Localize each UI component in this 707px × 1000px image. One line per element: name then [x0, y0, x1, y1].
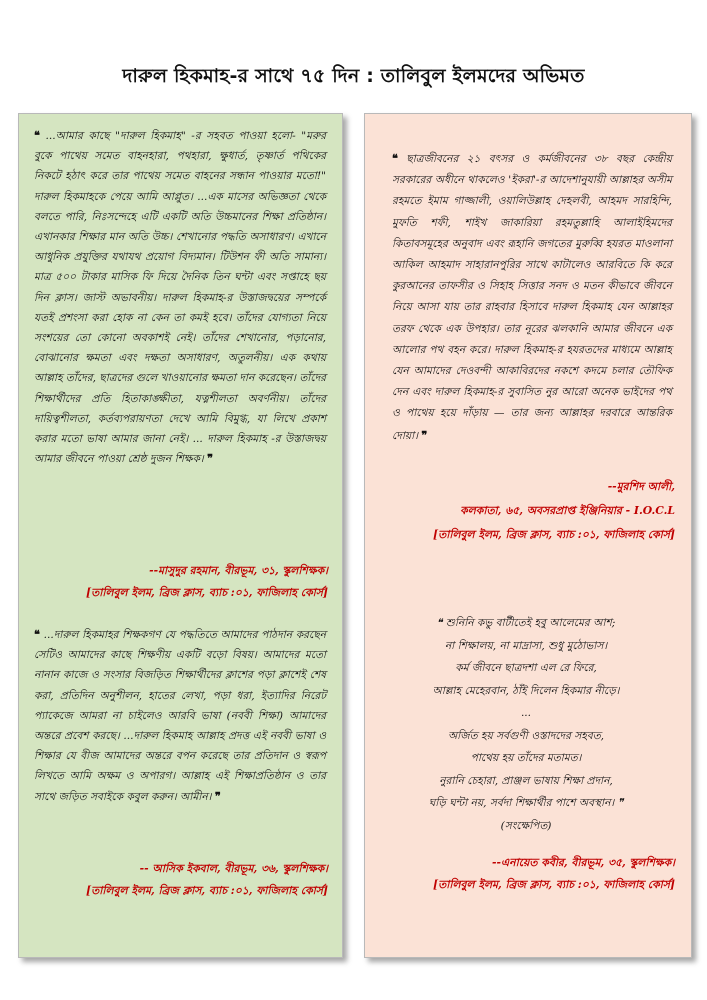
right-testimonial-2-author: --এনায়েত কবীর, বীরভূম, ৩৫, স্কুলশিক্ষক।	[491, 856, 675, 869]
quote-close-icon: ❞	[421, 428, 428, 442]
poem-line-text: আল্লাহ মেহেরবান, ঠাঁই দিলেন হিকমার নীড়ে।	[432, 684, 620, 697]
right-testimonial-1-author: --মুরশিদ আলী,	[607, 480, 675, 493]
poem-line-text: (সংক্ষেপিত)	[500, 819, 552, 832]
left-testimonial-2-author: -- আসিক ইকবাল, বীরভূম, ৩৬, স্কুলশিক্ষক।	[139, 862, 328, 875]
quote-close-icon: ❞	[617, 797, 624, 809]
poem-line	[380, 657, 672, 680]
right-testimonial-2-poem	[380, 612, 672, 837]
right-testimonial-1-location: কলকাতা, ৬৫, অবসরপ্রাপ্ত ইঞ্জিনিয়ার - I.O.C.L	[460, 504, 675, 517]
quote-open-icon: ❝	[436, 617, 443, 629]
quote-open-icon: ❝	[392, 152, 398, 165]
right-testimonial-1-course: [তালিবুল ইলম, ব্রিজ ক্লাস, ব্যাচ :০১, ফাজিলাহ কোর্স]	[433, 528, 675, 541]
left-testimonial-1-body: ...আমার কাছে "দারুল হিকমাহ" -র সহবত পাওয়া হলো- "মরুর বুকে পাথেয় সমেত বাহনহারা, পথহারা, ক্ষুধার্ত, তৃষ্ণার্ত পথিকের নিকটে হঠাৎ করে তার পাথেয় সমেত বাহনের সন্ধান পাওয়ার মতো!" দারুল হিকমাহকে পেয়ে আমি আপ্লুত। ...এক মাসের অভিজ্ঞতা থেকে বলতে পারি, নিঃসন্দেহে এটি একটি অতি উচ্চমানের শিক্ষা প্রতিষ্ঠান। এখানকার শিক্ষার মান অতি উচ্চ। শেখানোর পদ্ধতি অসাধারণ। এখানে আধুনিক প্রযুক্তির যথাযথ প্রয়োগ বিদ্যমান। টিউশন ফী অতি সামান্য। মাত্র ৫০০ টাকার মাসিক ফি দিয়ে দৈনিক তিন ঘন্টা এবং সপ্তাহে ছয় দিন ক্লাস। জাস্ট অভাবনীয়। দারুল হিকমাহ-র উস্তাজদ্বয়ের সম্পর্কে যতই প্রশংসা করা হোক না কেন তা কমই হবে। তাঁদের যোগ্যতা নিয়ে সংশয়ের তো কোনো অবকাশই নেই। তাঁদের শেখানোর, পড়ানোর, বোঝানোর ক্ষমতা এবং দক্ষতা অসাধারণ, অতুলনীয়। এক কথায় আল্লাহ তাঁদের, ছাত্রদের গুলে খাওয়ানোর ক্ষমতা দান করেছেন। তাঁদের শিক্ষার্থীদের প্রতি হিতাকাঙ্ক্ষীতা, যত্নশীলতা অবর্ণনীয়। তাঁদের দায়িত্বশীলতা, কর্তব্যপরায়ণতা দেখে আমি বিমুগ্ধ, যা লিখে প্রকাশ করার মতো ভাষা আমার জানা নেই। ... দারুল হিকমাহ -র উস্তাজদ্বয় আমার জীবনে পাওয়া শ্রেষ্ঠ দুজন শিক্ষক।	[34, 130, 326, 466]
left-testimonial-1-attribution	[30, 560, 328, 604]
poem-line	[380, 680, 672, 703]
poem-line	[380, 747, 672, 770]
poem-line-text: না শিক্ষালয়, না মাদ্রাসা, শুধু মুঠোভাস।	[444, 639, 608, 652]
right-testimonial-1-text	[392, 148, 672, 447]
poem-line-text: ...	[520, 707, 532, 719]
right-testimonial-2-course: [তালিবুল ইলম, ব্রিজ ক্লাস, ব্যাচ :০১, ফাজিলাহ কোর্স]	[433, 878, 675, 891]
poem-line-text: শুনিনি কভু বাটীতেই হবু আলেমের আশ;	[445, 617, 616, 629]
quote-open-icon: ❝	[34, 628, 40, 641]
left-testimonial-2-course: [তালিবুল ইলম, ব্রিজ ক্লাস, ব্যাচ :০১, ফাজিলাহ কোর্স]	[86, 884, 328, 897]
left-testimonial-1-author: --মাসুদুর রহমান, বীরভূম, ৩১, স্কুলশিক্ষক।	[149, 564, 328, 577]
quote-close-icon: ❞	[207, 452, 213, 466]
left-testimonial-1-text	[34, 126, 326, 469]
page-title: দারুল হিকমাহ-র সাথে ৭৫ দিন : তালিবুল ইলমদের অভিমত	[122, 65, 585, 87]
poem-line	[380, 792, 672, 815]
poem-line-text: কর্ম জীবনে ছাত্রদশা এল রে ফিরে,	[455, 662, 597, 674]
poem-line	[380, 815, 672, 838]
poem-line-text: ঘড়ি ঘন্টা নয়, সর্বদা শিক্ষার্থীর পাশে অবস্থান।	[428, 797, 615, 809]
poem-line-text: নুরানি চেহারা, প্রাঞ্জল ভাষায় শিক্ষা প্রদান,	[439, 774, 613, 787]
quote-close-icon: ❞	[214, 789, 221, 803]
right-testimonial-1-attribution	[380, 475, 675, 547]
left-testimonial-2-body: ...দারুল হিকমাহর শিক্ষকগণ যে পদ্ধতিতে আমাদের পাঠদান করছেন সেটিও আমাদের কাছে শিক্ষণীয় একটি বড়ো বিষয়। আমাদের মতো নানান কাজে ও সংসার বিজড়িত শিক্ষার্থীদের ক্লাশের পড়া ক্লাশেই শেষ করা, প্রতিদিন অনুশীলন, হাতের লেখা, পড়া ধরা, ইত্যাদির নিরেট প্যাকেজে আমরা না চাইলেও আরবি ভাষা (নববী শিক্ষা) আমাদের অন্তরে প্রবেশ করছে। ...দারুল হিকমাহ আল্লাহ প্রদত্ত এই নববী ভাষা ও শিক্ষার যে বীজ আমাদের অন্তরে বপন করেছে তার প্রতিদান ও স্বরূপ লিখতে আমি অক্ষম ও অপারগ। আল্লাহ এই শিক্ষাপ্রতিষ্ঠান ও তার সাথে জড়িত সবাইকে কবুল করুন। আমীন।	[34, 629, 326, 803]
poem-line	[380, 635, 672, 658]
right-testimonial-2-attribution	[380, 852, 675, 896]
poem-line	[380, 702, 672, 725]
right-testimonial-1-body: ছাত্রজীবনের ২১ বৎসর ও কর্মজীবনের ৩৮ বছর কেন্দ্রীয় সরকারের অধীনে থাকলেও 'ইকরা'-র আদেশানুযায়ী আল্লাহর অসীম রহমতে ইমাম গাজ্জালী, ওয়ালিউল্লাহ দেহলবী, আহমদ সারহিন্দি, মুফতি শফী, শাইখ জাকারিয়া রহমতুল্লাহি আলাইহিমদের কিতাবসমূহের অনুবাদ এবং রূহানি জগতের মুরুব্বি হযরত মাওলানা আকিল আহমাদ সাহারানপুরির সাথে কাটালেও আরবিতে কি করে কুরআনের তাফসীর ও সিহাহ সিত্তার সনদ ও মতন কীভাবে জীবনে নিয়ে আসা যায় তার রাহবার হিসাবে দারুল হিকমাহ যেন আল্লাহর তরফ থেকে এক উপহার। তার নূরের ঝলকানি আমার জীবনে এক আলোর পথ বহন করে। দারুল হিকমাহ-র হযরতদের মাধ্যমে আল্লাহ যেন আমাদের দেওবন্দী আকাবিরদের নকশে কদমে চলার তৌফিক দেন এবং দারুল হিকমাহ-র সুবাসিত নুর আরো অনেক ভাইদের পথ ও পাথেয় হয়ে দাঁড়ায় — তার জন্য আল্লাহর দরবারে আন্তরিক দোয়া।	[392, 153, 672, 442]
poem-line-text: পাথেয় হয় তাঁদের মতামত।	[470, 752, 582, 764]
poem-line	[380, 725, 672, 748]
quote-open-icon: ❝	[34, 129, 40, 142]
left-testimonial-1-course: [তালিবুল ইলম, ব্রিজ ক্লাস, ব্যাচ :০১, ফাজিলাহ কোর্স]	[86, 586, 328, 599]
left-testimonial-2-attribution	[30, 858, 328, 902]
poem-line	[380, 770, 672, 793]
poem-line	[380, 612, 672, 635]
left-testimonial-2-text	[34, 625, 326, 807]
poem-line-text: অর্জিত হয় সর্বগুণী ওস্তাদদের সহবত,	[447, 729, 605, 742]
